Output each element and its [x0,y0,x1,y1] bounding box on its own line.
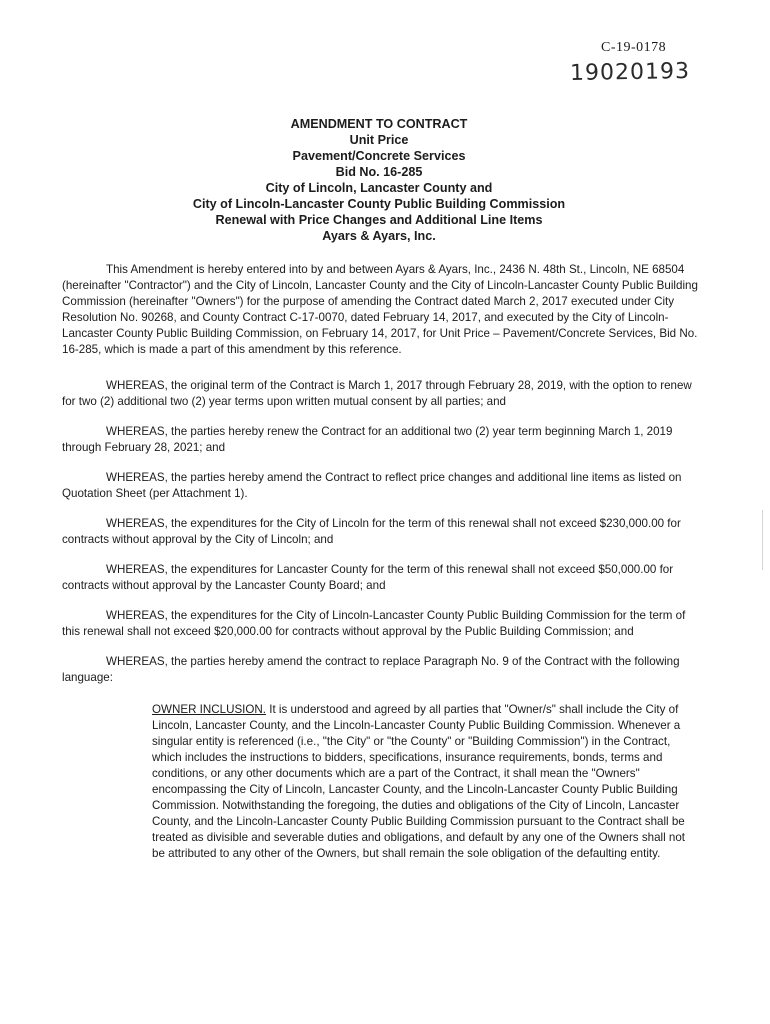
title-line: Bid No. 16-285 [335,165,423,179]
scan-margin-line [762,510,763,570]
owner-inclusion-clause [152,702,700,862]
whereas-paragraph: WHEREAS, the parties hereby renew the Contract for an additional two (2) year term beginning March 1, 2019 through February 28, 2021; and [62,425,673,454]
title-line: City of Lincoln, Lancaster County and [265,181,493,195]
intro-paragraph: This Amendment is hereby entered into by and between Ayars & Ayars, Inc., 2436 N. 48th St., Lincoln, NE 68504 (hereinafter "Contractor") and the City of Lincoln, Lancaster County and the City of Lincoln-Lancaster County Public Building Commission (hereinafter "Owners") for the purpose of amending the Contract dated March 2, 2017 executed under City Resolution No. 90268, and County Contract C-17-0070, dated February 14, 2017, and executed by the City of Lincoln-Lancaster County Public Building Commission, on February 14, 2017, for Unit Price – Pavement/Concrete Services, Bid No. 16-285, which is made a part of this amendment by this reference. [62,263,698,356]
document-body [62,262,702,862]
title-line: City of Lincoln-Lancaster County Public Building Commission [192,197,566,211]
whereas-paragraph: WHEREAS, the expenditures for Lancaster County for the term of this renewal shall not exceed $50,000.00 for contracts without approval by the Lancaster County Board; and [62,563,674,592]
owner-inclusion-text: It is understood and agreed by all parties that "Owner/s" shall include the City of Lincoln, Lancaster County, and the Lincoln-Lancaster County Public Building Commission. Whenever a singular entity is referenced (i.e., "the City" or "the County" or "Building Commission") in the Contract, which includes the instructions to bidders, specifications, insurance requirements, bonds, terms and conditions, or any other documents which are a part of the Contract, it shall mean the "Owners" encompassing the City of Lincoln, Lancaster County, and the Lincoln-Lancaster County Public Building Commission. Notwithstanding the foregoing, the duties and obligations of the City of Lincoln, Lancaster County, and the Lincoln-Lancaster County Public Building Commission pursuant to the Contract shall be treated as divisible and severable duties and obligations, and default by any one of the Owners shall not be attributed to any other of the Owners, but shall remain the sole obligation of the defaulting entity. [152,703,686,860]
whereas-paragraph: WHEREAS, the expenditures for the City of Lincoln-Lancaster County Public Building Commission for the term of this renewal shall not exceed $20,000.00 for contracts without approval by the Public Building Commission; and [62,609,686,638]
whereas-paragraph: WHEREAS, the original term of the Contract is March 1, 2017 through February 28, 2019, with the option to renew for two (2) additional two (2) year terms upon written mutual consent by all parties; and [62,379,692,408]
title-line: Unit Price [349,133,409,147]
whereas-paragraph: WHEREAS, the parties hereby amend the Contract to reflect price changes and additional line items as listed on Quotation Sheet (per Attachment 1). [62,471,682,500]
handwritten-number: 19020193 [569,58,691,87]
document-number: C-19-0178 [601,40,667,55]
whereas-paragraph: WHEREAS, the expenditures for the City of Lincoln for the term of this renewal shall not exceed $230,000.00 for contracts without approval by the City of Lincoln; and [62,517,681,546]
owner-inclusion-heading: OWNER INCLUSION. [152,703,267,716]
whereas-paragraph: WHEREAS, the parties hereby amend the contract to replace Paragraph No. 9 of the Contract with the following language: [62,655,680,684]
title-block [60,116,698,244]
title-line: Ayars & Ayars, Inc. [322,229,436,243]
title-line: AMENDMENT TO CONTRACT [290,117,468,131]
title-line: Pavement/Concrete Services [292,149,466,163]
title-line: Renewal with Price Changes and Additional Line Items [215,213,543,227]
